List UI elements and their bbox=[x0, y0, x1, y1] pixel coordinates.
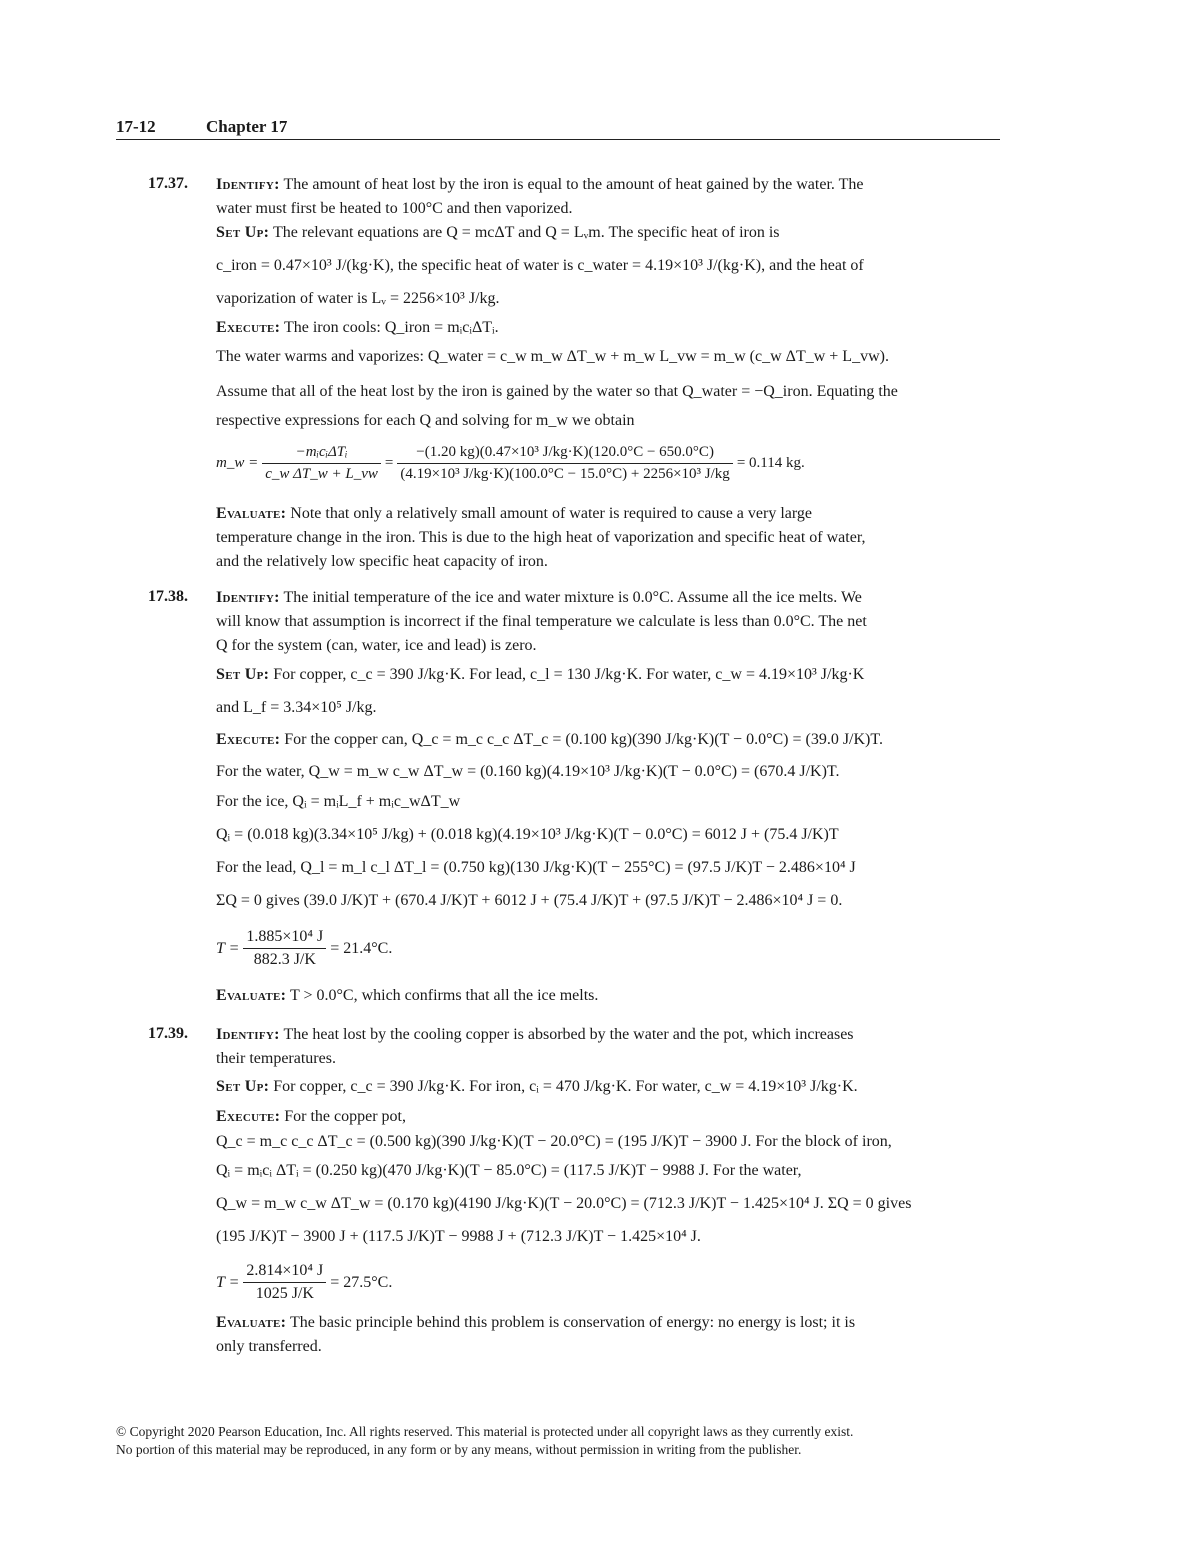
execute-label: Execute: bbox=[216, 731, 281, 748]
copyright-line-1: © Copyright 2020 Pearson Education, Inc. All rights reserved. This material is protected under all copyright laws as they currently exist. bbox=[116, 1424, 854, 1439]
copyright-line-2: No portion of this material may be reproduced, in any form or by any means, without permission in writing from the publisher. bbox=[116, 1442, 802, 1457]
fraction-temperature: $\frac{\text{1.885×10⁴ J}}{882.3 J/K}$ bbox=[243, 928, 326, 969]
p39-evaluate-line-2: only transferred. bbox=[216, 1338, 322, 1355]
p38-identify-line-1: Identify: The initial temperature of the ice and water mixture is 0.0°C. Assume all the ice melts. We bbox=[216, 589, 862, 606]
problem-number-17-39: 17.39. bbox=[148, 1025, 188, 1042]
fraction-temperature: $\frac{\text{2.814×10⁴ J}}{1025 J/K}$ bbox=[243, 1262, 326, 1303]
p38-identify-line-2: will know that assumption is incorrect if the final temperature we calculate is less than 0.0°C. The net bbox=[216, 613, 867, 630]
p38-temperature-equation: T = $\frac{\text{1.885×10⁴ J}}{882.3 J/K}$ = 21.4°C. bbox=[216, 928, 393, 968]
execute-label: Execute: bbox=[216, 1108, 281, 1125]
p39-execute-line-2: Q_c = m_c c_c ΔT_c = (0.500 kg)(390 J/kg·K)(T − 20.0°C) = (195 J/K)T − 3900 J. For the block of iron, bbox=[216, 1133, 892, 1150]
evaluate-label: Evaluate: bbox=[216, 987, 287, 1004]
p38-setup-line-2: and L_f = 3.34×10⁵ J/kg. bbox=[216, 699, 377, 716]
p37-setup-line-3: vaporization of water is Lᵥ = 2256×10³ J/kg. bbox=[216, 290, 500, 307]
p37-setup-line-2: c_iron = 0.47×10³ J/(kg·K), the specific heat of water is c_water = 4.19×10³ J/(kg·K), and the heat of bbox=[216, 257, 864, 274]
problem-number-17-37: 17.37. bbox=[148, 175, 188, 192]
p39-execute-line-5: (195 J/K)T − 3900 J + (117.5 J/K)T − 9988 J + (712.3 J/K)T − 1.425×10⁴ J. bbox=[216, 1228, 701, 1245]
p38-execute-line-6: ΣQ = 0 gives (39.0 J/K)T + (670.4 J/K)T + 6012 J + (75.4 J/K)T + (97.5 J/K)T − 2.486×10⁴ J = 0. bbox=[216, 892, 843, 909]
p38-evaluate-line-1: Evaluate: T > 0.0°C, which confirms that all the ice melts. bbox=[216, 987, 599, 1004]
identify-label: Identify: bbox=[216, 176, 280, 193]
p39-evaluate-line-1: Evaluate: The basic principle behind this problem is conservation of energy: no energy is lost; it is bbox=[216, 1314, 856, 1331]
p37-execute-line-4: respective expressions for each Q and solving for m_w we obtain bbox=[216, 412, 635, 429]
setup-label: Set Up: bbox=[216, 224, 270, 241]
p38-setup-line-1: Set Up: For copper, c_c = 390 J/kg·K. For lead, c_l = 130 J/kg·K. For water, c_w = 4.19×10³ J/kg·K bbox=[216, 666, 865, 683]
p38-execute-line-5: For the lead, Q_l = m_l c_l ΔT_l = (0.750 kg)(130 J/kg·K)(T − 255°C) = (97.5 J/K)T − 2.486×10⁴ J bbox=[216, 859, 856, 876]
chapter-title: Chapter 17 bbox=[206, 117, 288, 136]
p39-setup-line-1: Set Up: For copper, c_c = 390 J/kg·K. For iron, cᵢ = 470 J/kg·K. For water, c_w = 4.19×10³ J/kg·K. bbox=[216, 1078, 858, 1095]
p39-execute-line-1: Execute: For the copper pot, bbox=[216, 1108, 406, 1125]
p38-execute-line-1: Execute: For the copper can, Q_c = m_c c_c ΔT_c = (0.100 kg)(390 J/kg·K)(T − 0.0°C) = (39.0 J/K)T. bbox=[216, 731, 883, 748]
p37-identify-line-2: water must first be heated to 100°C and then vaporized. bbox=[216, 200, 573, 217]
p38-execute-line-4: Qᵢ = (0.018 kg)(3.34×10⁵ J/kg) + (0.018 kg)(4.19×10³ J/kg·K)(T − 0.0°C) = 6012 J + (75.4 J/K)T bbox=[216, 826, 839, 843]
p37-setup-line-1: Set Up: The relevant equations are Q = mcΔT and Q = Lᵥm. The specific heat of iron is bbox=[216, 224, 780, 241]
p38-execute-line-3: For the ice, Qᵢ = mᵢL_f + mᵢc_wΔT_w bbox=[216, 793, 461, 810]
p37-execute-line-1: Execute: The iron cools: Q_iron = mᵢcᵢΔTᵢ. bbox=[216, 319, 499, 336]
p39-temperature-equation: T = $\frac{\text{2.814×10⁴ J}}{1025 J/K}$ = 27.5°C. bbox=[216, 1262, 393, 1302]
p39-execute-line-3: Qᵢ = mᵢcᵢ ΔTᵢ = (0.250 kg)(470 J/kg·K)(T − 85.0°C) = (117.5 J/K)T − 9988 J. For the water, bbox=[216, 1162, 802, 1179]
p37-identify-line-1: Identify: The amount of heat lost by the iron is equal to the amount of heat gained by the water. The bbox=[216, 176, 864, 193]
running-header bbox=[116, 117, 1000, 140]
p37-mass-equation: m_w = $\frac{\text{−mᵢcᵢΔTᵢ}}{\text{c\_w ΔT\_w + L\_vw}}$ = $\frac{\text{−(1.20 kg)(0.47×10³ J/kg·K)(120.0°C − 650.0°C)}}{\text{(4.19×10³ J/kg·K)(100.0°C − 15.0°C) + 2256×10³ J/kg}}$ = 0.114 kg. bbox=[216, 444, 805, 482]
fraction-numeric: $\frac{\text{−(1.20 kg)(0.47×10³ J/kg·K)(120.0°C − 650.0°C)}}{\text{(4.19×10³ J/kg·K)(100.0°C − 15.0°C) + 2256×10³ J/kg}}$ bbox=[397, 444, 732, 483]
setup-label: Set Up: bbox=[216, 1078, 270, 1095]
p38-execute-line-2: For the water, Q_w = m_w c_w ΔT_w = (0.160 kg)(4.19×10³ J/kg·K)(T − 0.0°C) = (670.4 J/K)T. bbox=[216, 763, 840, 780]
p39-identify-line-1: Identify: The heat lost by the cooling copper is absorbed by the water and the pot, which increases bbox=[216, 1026, 854, 1043]
p38-identify-line-3: Q for the system (can, water, ice and lead) is zero. bbox=[216, 637, 537, 654]
setup-label: Set Up: bbox=[216, 666, 270, 683]
evaluate-label: Evaluate: bbox=[216, 1314, 287, 1331]
p37-evaluate-line-2: temperature change in the iron. This is due to the high heat of vaporization and specific heat of water, bbox=[216, 529, 866, 546]
p37-evaluate-line-3: and the relatively low specific heat capacity of iron. bbox=[216, 553, 548, 570]
identify-label: Identify: bbox=[216, 1026, 280, 1043]
p37-evaluate-line-1: Evaluate: Note that only a relatively small amount of water is required to cause a very large bbox=[216, 505, 813, 522]
execute-label: Execute: bbox=[216, 319, 281, 336]
p37-execute-line-3: Assume that all of the heat lost by the iron is gained by the water so that Q_water = −Q_iron. Equating the bbox=[216, 383, 898, 400]
page-number: 17-12 bbox=[116, 117, 156, 136]
problem-number-17-38: 17.38. bbox=[148, 588, 188, 605]
fraction-heat-ratio: $\frac{\text{−mᵢcᵢΔTᵢ}}{\text{c\_w ΔT\_w + L\_vw}}$ bbox=[262, 444, 381, 483]
evaluate-label: Evaluate: bbox=[216, 505, 287, 522]
p37-execute-line-2: The water warms and vaporizes: Q_water = c_w m_w ΔT_w + m_w L_vw = m_w (c_w ΔT_w + L_vw). bbox=[216, 348, 889, 365]
p39-identify-line-2: their temperatures. bbox=[216, 1050, 336, 1067]
identify-label: Identify: bbox=[216, 589, 280, 606]
p39-execute-line-4: Q_w = m_w c_w ΔT_w = (0.170 kg)(4190 J/kg·K)(T − 20.0°C) = (712.3 J/K)T − 1.425×10⁴ J. ΣQ = 0 gives bbox=[216, 1195, 912, 1212]
